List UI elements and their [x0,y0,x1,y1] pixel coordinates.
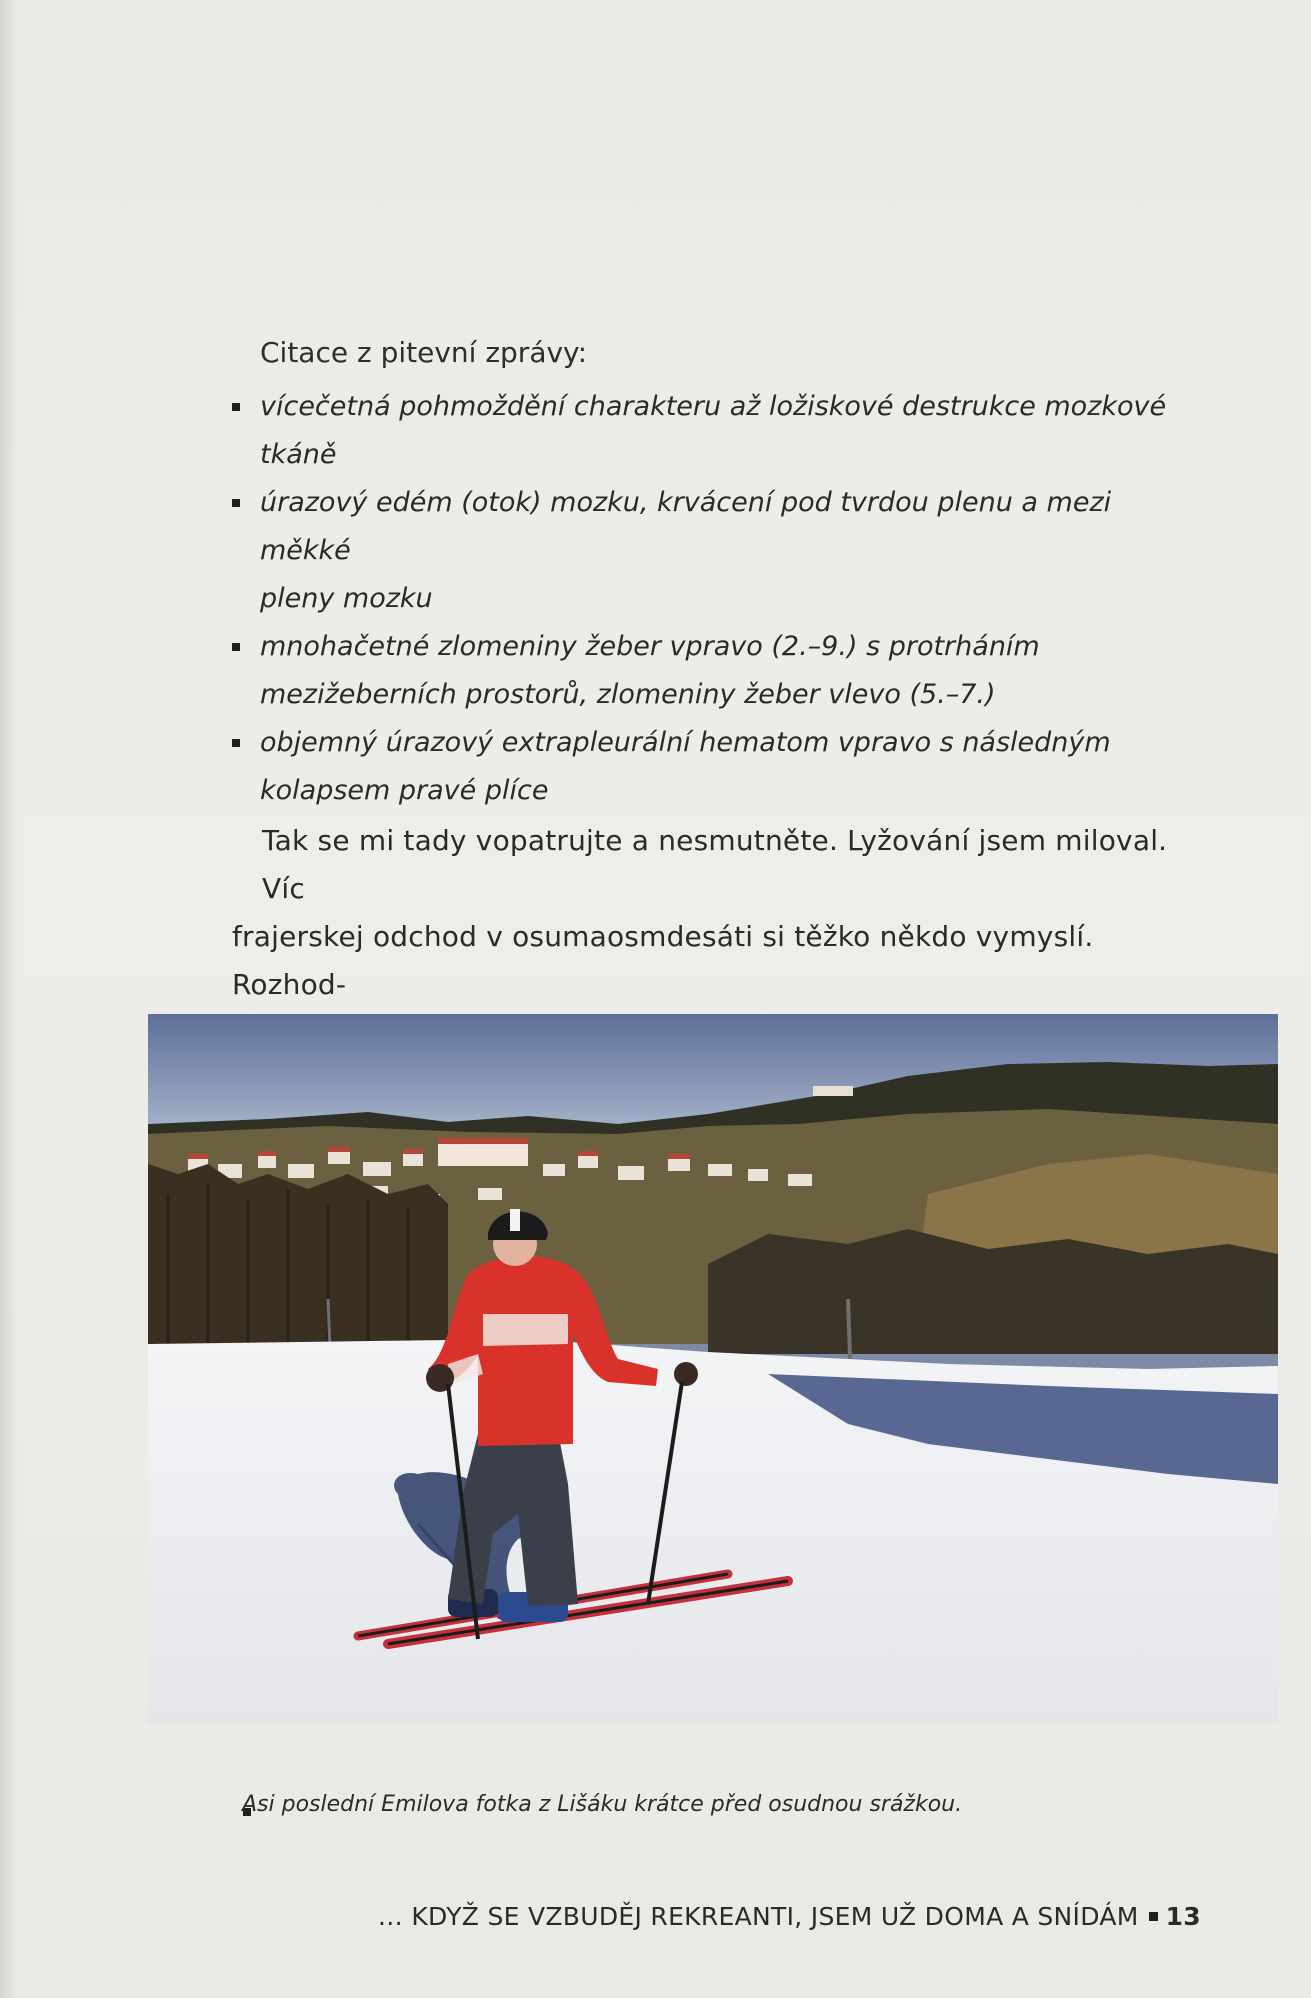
bullet-icon [232,499,240,507]
list-item [230,383,1190,479]
running-title: … KDYŽ SE VZBUDĚJ REKREANTI, JSEM UŽ DOMA A SNÍDÁM [377,1902,1139,1931]
photo-illustration [148,1014,1278,1724]
bullet-icon [232,643,240,651]
list-item-line: mnohačetné zlomeniny žeber vpravo (2.–9.) s protrháním [260,631,1040,662]
list-item [230,719,1190,815]
page-footer [378,1902,1201,1931]
footer-separator-icon [1149,1912,1158,1921]
list-item-line: vícečetná pohmoždění charakteru až ložiskové destrukce mozkové [260,391,1167,422]
list-item [230,623,1190,719]
list-item-line: úrazový edém (otok) mozku, krvácení pod tvrdou plenu a mezi měkké [260,487,1112,566]
list-item [230,479,1190,623]
list-item-line: kolapsem pravé plíce [260,775,549,806]
quote-heading: Citace z pitevní zprávy: [260,336,588,369]
page-number: 13 [1165,1902,1201,1931]
bullet-icon [232,403,240,411]
bullet-icon [232,739,240,747]
list-item-line: tkáně [260,439,337,470]
paragraph-line: frajerskej odchod v osumaosmdesáti si těžko někdo vymyslí. Rozhod- [232,920,1094,1001]
page-gutter-shadow [0,0,18,1998]
photo-caption: Asi poslední Emilova fotka z Lišáku krátce před osudnou srážkou. [242,1792,963,1817]
list-item-line: objemný úrazový extrapleurální hematom vpravo s následným [260,727,1111,758]
list-item-line: pleny mozku [260,583,433,614]
autopsy-findings-list [230,383,1190,815]
paragraph-line: Tak se mi tady vopatrujte a nesmutněte. Lyžování jsem miloval. Víc [262,824,1168,905]
skier-photo [148,1014,1278,1724]
list-item-line: mezižeberních prostorů, zlomeniny žeber vlevo (5.–7.) [260,679,996,710]
